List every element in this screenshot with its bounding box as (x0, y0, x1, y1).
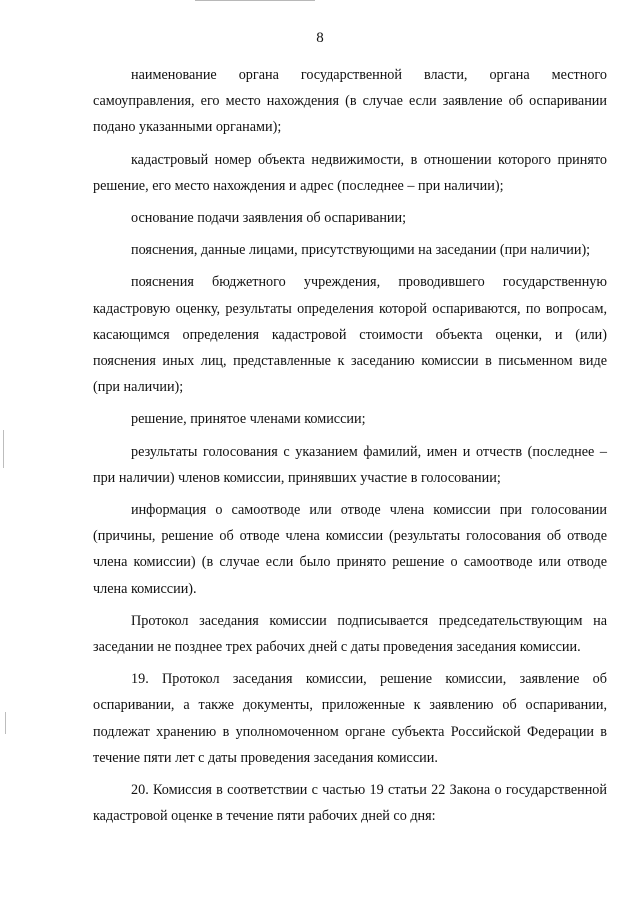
paragraph-grounds: основание подачи заявления об оспаривании; (131, 210, 407, 227)
paragraph-protocol-signing: Протокол заседания комиссии подписывается председательствующим на заседании не позднее трех рабочих дней с даты проведения заседания комиссии. (93, 612, 607, 656)
paragraph-item-19: 19. Протокол заседания комиссии, решение комиссии, заявление об оспаривании, а также документы, приложенные к заявлению об оспаривании, подлежат хранению в уполномоченном органе субъекта Российской Федерации в течение пяти лет с даты проведения заседания комиссии. (93, 671, 607, 766)
paragraph-voting-results: результаты голосования с указанием фамилий, имен и отчеств (последнее – при наличии) членов комиссии, принявших участие в голосовании; (93, 443, 607, 486)
paragraph-item-20: 20. Комиссия в соответствии с частью 19 статьи 22 Закона о государственной кадастровой оценке в течение пяти рабочих дней со дня: (93, 782, 607, 825)
document-body (93, 62, 607, 829)
scan-edge-mark-left-lower (5, 712, 6, 734)
scan-top-line (195, 0, 315, 1)
paragraph-authority-name: наименование органа государственной власти, органа местного самоуправления, его место нахождения (в случае если заявление об оспаривании подано указанными органами); (93, 67, 607, 136)
paragraph-decision: решение, принятое членами комиссии; (131, 411, 366, 428)
paragraph-explanations-institution: пояснения бюджетного учреждения, проводившего государственную кадастровую оценку, результаты определения которой оспариваются, по вопросам, касающимся определения кадастровой стоимости объекта оценки, и (или) пояснения иных лиц, представленные к заседанию комиссии в письменном виде (при наличии); (93, 274, 607, 396)
scan-edge-mark-left (3, 430, 4, 468)
paragraph-cadastral-number: кадастровый номер объекта недвижимости, в отношении которого принято решение, его место нахождения и адрес (последнее – при наличии); (93, 151, 607, 194)
page-number: 8 (316, 30, 324, 46)
paragraph-recusal-info: информация о самоотводе или отводе члена комиссии при голосовании (причины, решение об отводе члена комиссии (результаты голосования об отводе члена комиссии) (в случае если было принято решение о самоотводе или отводе члена комиссии). (93, 502, 607, 597)
paragraph-explanations-attendees: пояснения, данные лицами, присутствующими на заседании (при наличии); (131, 242, 591, 259)
